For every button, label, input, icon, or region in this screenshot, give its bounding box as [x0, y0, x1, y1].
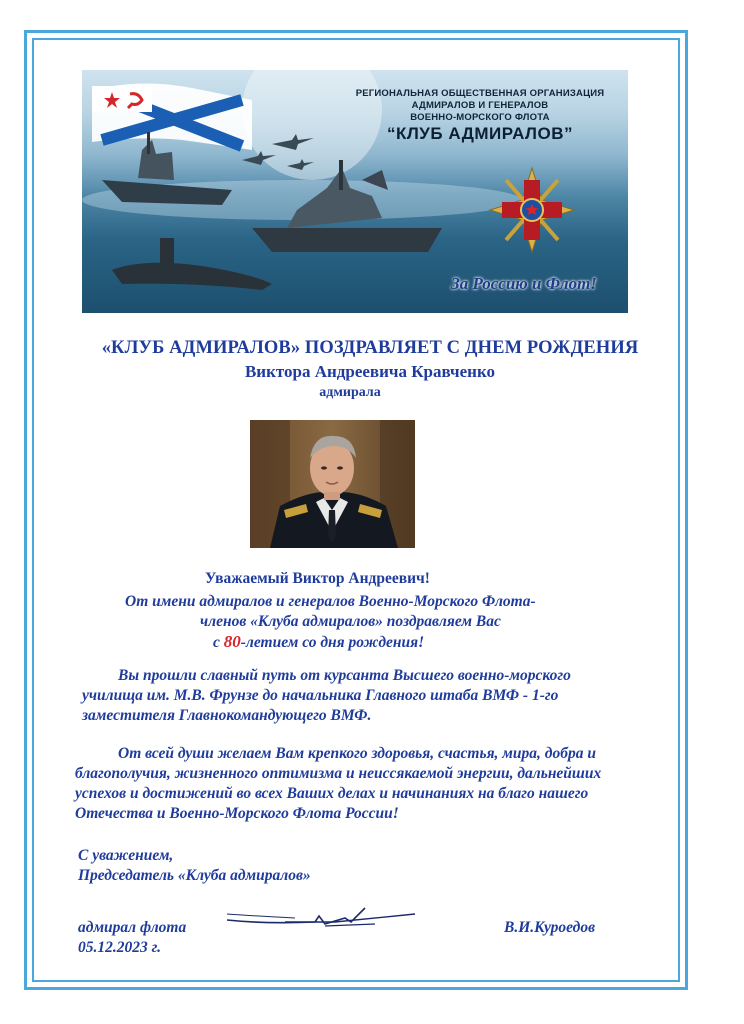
- person-name: Виктора Андреевича Кравченко: [244, 362, 496, 381]
- portrait-illustration: [250, 420, 415, 548]
- portrait-photo: [250, 420, 415, 548]
- banner-motto: За Россию и Флот!: [451, 274, 597, 293]
- intro-line-3-suffix: -летием со дня рождения!: [240, 634, 425, 651]
- greeting-line: Уважаемый Виктор Андреевич!: [205, 570, 430, 587]
- intro-line-1: От имени адмиралов и генералов Военно-Морского Флота-: [125, 593, 536, 610]
- club-name: “КЛУБ АДМИРАЛОВ”: [387, 124, 573, 143]
- order-medal-icon: [490, 168, 574, 252]
- submarine-icon: [112, 238, 272, 290]
- closing-position: Председатель «Клуба адмиралов»: [78, 867, 311, 884]
- paragraph1-line-1: Вы прошли славный путь от курсанта Высшего военно-морского: [118, 667, 571, 684]
- header-banner: [82, 70, 628, 313]
- navy-flag-icon: [92, 83, 252, 150]
- person-rank: адмирала: [319, 385, 381, 400]
- congratulation-headline: «КЛУБ АДМИРАЛОВ» ПОЗДРАВЛЯЕТ С ДНЕМ РОЖДЕНИЯ: [101, 338, 639, 358]
- paragraph1-line-3: заместителя Главнокомандующего ВМФ.: [82, 707, 372, 724]
- org-name-line-3: ВОЕННО-МОРСКОГО ФЛОТА: [410, 112, 550, 123]
- org-name-line-1: РЕГИОНАЛЬНАЯ ОБЩЕСТВЕННАЯ ОРГАНИЗАЦИЯ: [355, 88, 605, 99]
- paragraph2-line-2: благополучия, жизненного оптимизма и неиссякаемой энергии, дальнейших: [75, 765, 602, 782]
- anniversary-number: 80: [223, 632, 241, 651]
- intro-line-3: [213, 632, 633, 653]
- paragraph2-line-1: От всей души желаем Вам крепкого здоровья, счастья, мира, добра и: [118, 745, 596, 762]
- closing-regards: С уважением,: [78, 847, 174, 864]
- intro-line-3-prefix: с: [213, 634, 224, 651]
- signatory-name: В.И.Куроедов: [504, 919, 596, 936]
- paragraph2-line-4: Отечества и Военно-Морского Флота России!: [75, 805, 399, 822]
- paragraph2-line-3: успехов и достижений во всех Ваших делах и начинаниях на благо нашего: [75, 785, 589, 802]
- org-name-line-2: АДМИРАЛОВ И ГЕНЕРАЛОВ: [411, 100, 549, 111]
- closing-rank-title: адмирал флота: [78, 919, 187, 936]
- signature-mark: [225, 900, 425, 934]
- paragraph1-line-2: училища им. М.В. Фрунзе до начальника Главного штаба ВМФ - 1-го: [82, 687, 559, 704]
- intro-line-2: членов «Клуба адмиралов» поздравляем Вас: [200, 613, 501, 630]
- closing-date: 05.12.2023 г.: [78, 939, 162, 956]
